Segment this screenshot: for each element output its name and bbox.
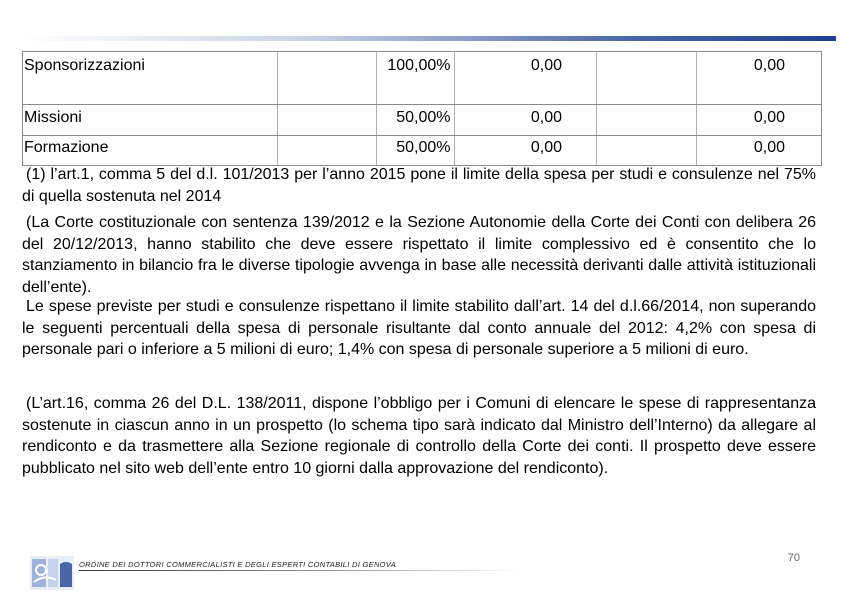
note-spese-previste: Le spese previste per studi e consulenze rispettano il limite stabilito dall’art. 14 del d.l.66/2014, non superando le seguenti percentuali della spesa di personale risultante dal conto annuale del 2012: 4,2% con spesa di personale pari o inferiore a 5 milioni di euro; 1,4% con spesa di personale superiore a 5 milioni di euro.	[22, 298, 816, 358]
expense-table	[22, 51, 822, 166]
odcec-logo-icon	[30, 556, 74, 590]
row-value-1: 0,00	[455, 136, 597, 166]
row-value-2: 0,00	[696, 105, 821, 136]
note-corte-costituzionale: (La Corte costituzionale con sentenza 139/2012 e la Sezione Autonomie della Corte dei Conti con delibera 26 del 20/12/2013, hanno stabilito che deve essere rispettato il limite complessivo ed è consentito che lo stanziamento in bilancio fra le diverse tipologie avvenga in base alle necessità derivanti dalle attività istituzionali dell’ente).	[22, 214, 816, 296]
row-label: Sponsorizzazioni	[23, 52, 278, 105]
row-cell-empty	[277, 105, 377, 136]
row-cell-empty	[597, 136, 697, 166]
row-percentage: 50,00%	[377, 136, 455, 166]
row-label: Formazione	[23, 136, 278, 166]
row-cell-empty	[277, 52, 377, 105]
note-spese-rappresentanza: (L’art.16, comma 26 del D.L. 138/2011, dispone l’obbligo per i Comuni di elencare le spese di rappresentanza sostenute in ciascun anno in un prospetto (lo schema tipo sarà indicato dal Ministro dell’Interno) da allegare al rendiconto e da trasmettere alla Sezione regionale di controllo della Corte dei conti. Il prospetto deve essere pubblicato nel sito web dell’ente entro 10 giorni dalla approvazione del rendiconto).	[22, 395, 816, 477]
row-value-1: 0,00	[455, 105, 597, 136]
row-value-2: 0,00	[696, 136, 821, 166]
note-consulenze-limit: (1) l’art.1, comma 5 del d.l. 101/2013 per l’anno 2015 pone il limite della spesa per studi e consulenze nel 75% di quella sostenuta nel 2014	[22, 166, 816, 205]
row-value-2: 0,00	[696, 52, 821, 105]
footer-divider	[79, 570, 519, 571]
header-accent-bar	[22, 36, 836, 41]
table-row	[23, 136, 822, 166]
footer-organization: ORDINE DEI DOTTORI COMMERCIALISTI E DEGLI ESPERTI CONTABILI DI GENOVA	[79, 560, 397, 569]
row-percentage: 100,00%	[377, 52, 455, 105]
row-cell-empty	[597, 105, 697, 136]
row-cell-empty	[277, 136, 377, 166]
table-row	[23, 105, 822, 136]
row-percentage: 50,00%	[377, 105, 455, 136]
row-value-1: 0,00	[455, 52, 597, 105]
table-row	[23, 52, 822, 105]
row-label: Missioni	[23, 105, 278, 136]
page-number: 70	[787, 552, 800, 564]
row-cell-empty	[597, 52, 697, 105]
